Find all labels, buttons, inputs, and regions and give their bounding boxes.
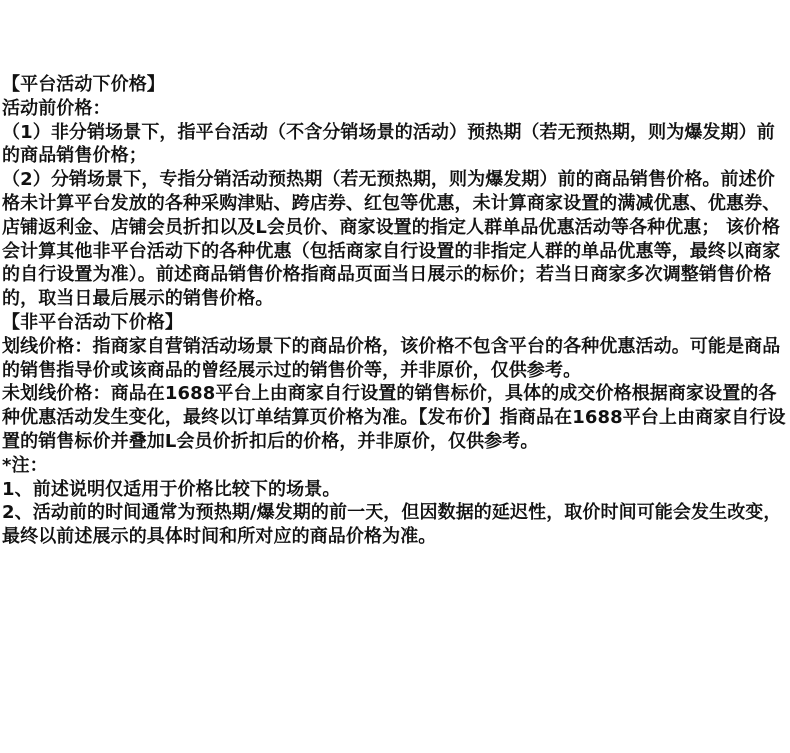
pre-activity-price-label: 活动前价格： xyxy=(2,97,111,119)
price-notice-document xyxy=(2,73,788,549)
non-distribution-price-clause: （1）非分销场景下，指平台活动（不含分销场景的活动）预热期（若无预热期，则为爆发期）前的商品销售价格； xyxy=(2,121,775,167)
non-strikethrough-price-definition: 未划线价格：商品在1688平台上由商家自行设置的销售标价，具体的成交价格根据商家设置的各种优惠活动发生变化，最终以订单结算页价格为准。【发布价】指商品在1688平台上由商家自行设置的销售标价并叠加L会员价折扣后的价格，并非原价，仅供参考。 xyxy=(2,383,786,452)
strikethrough-price-definition: 划线价格：指商家自营销活动场景下的商品价格，该价格不包含平台的各种优惠活动。可能是商品的销售指导价或该商品的曾经展示过的销售价等，并非原价，仅供参考。 xyxy=(2,335,781,381)
distribution-price-clause: （2）分销场景下，专指分销活动预热期（若无预热期，则为爆发期）前的商品销售价格。前述价格未计算平台发放的各种采购津贴、跨店券、红包等优惠，未计算商家设置的满减优惠、优惠券、店铺返利金、店铺会员折扣以及L会员价、商家设置的指定人群单品优惠活动等各种优惠； 该价格会计算其他非平台活动下的各种优惠（包括商家自行设置的非指定人群的单品优惠等，最终以商家的自行设置为准）。前述商品销售价格指商品页面当日展示的标价；若当日商家多次调整销售价格的，取当日最后展示的销售价格。 xyxy=(2,169,781,310)
note-item-1: 1、前述说明仅适用于价格比较下的场景。 xyxy=(2,478,341,500)
note-label: *注： xyxy=(2,454,48,476)
section-heading-non-platform-activity-price: 【非平台活动下价格】 xyxy=(2,311,183,333)
note-item-2: 2、活动前的时间通常为预热期/爆发期的前一天，但因数据的延迟性，取价时间可能会发生改变，最终以前述展示的具体时间和所对应的商品价格为准。 xyxy=(2,502,782,548)
section-heading-platform-activity-price: 【平台活动下价格】 xyxy=(2,74,165,95)
